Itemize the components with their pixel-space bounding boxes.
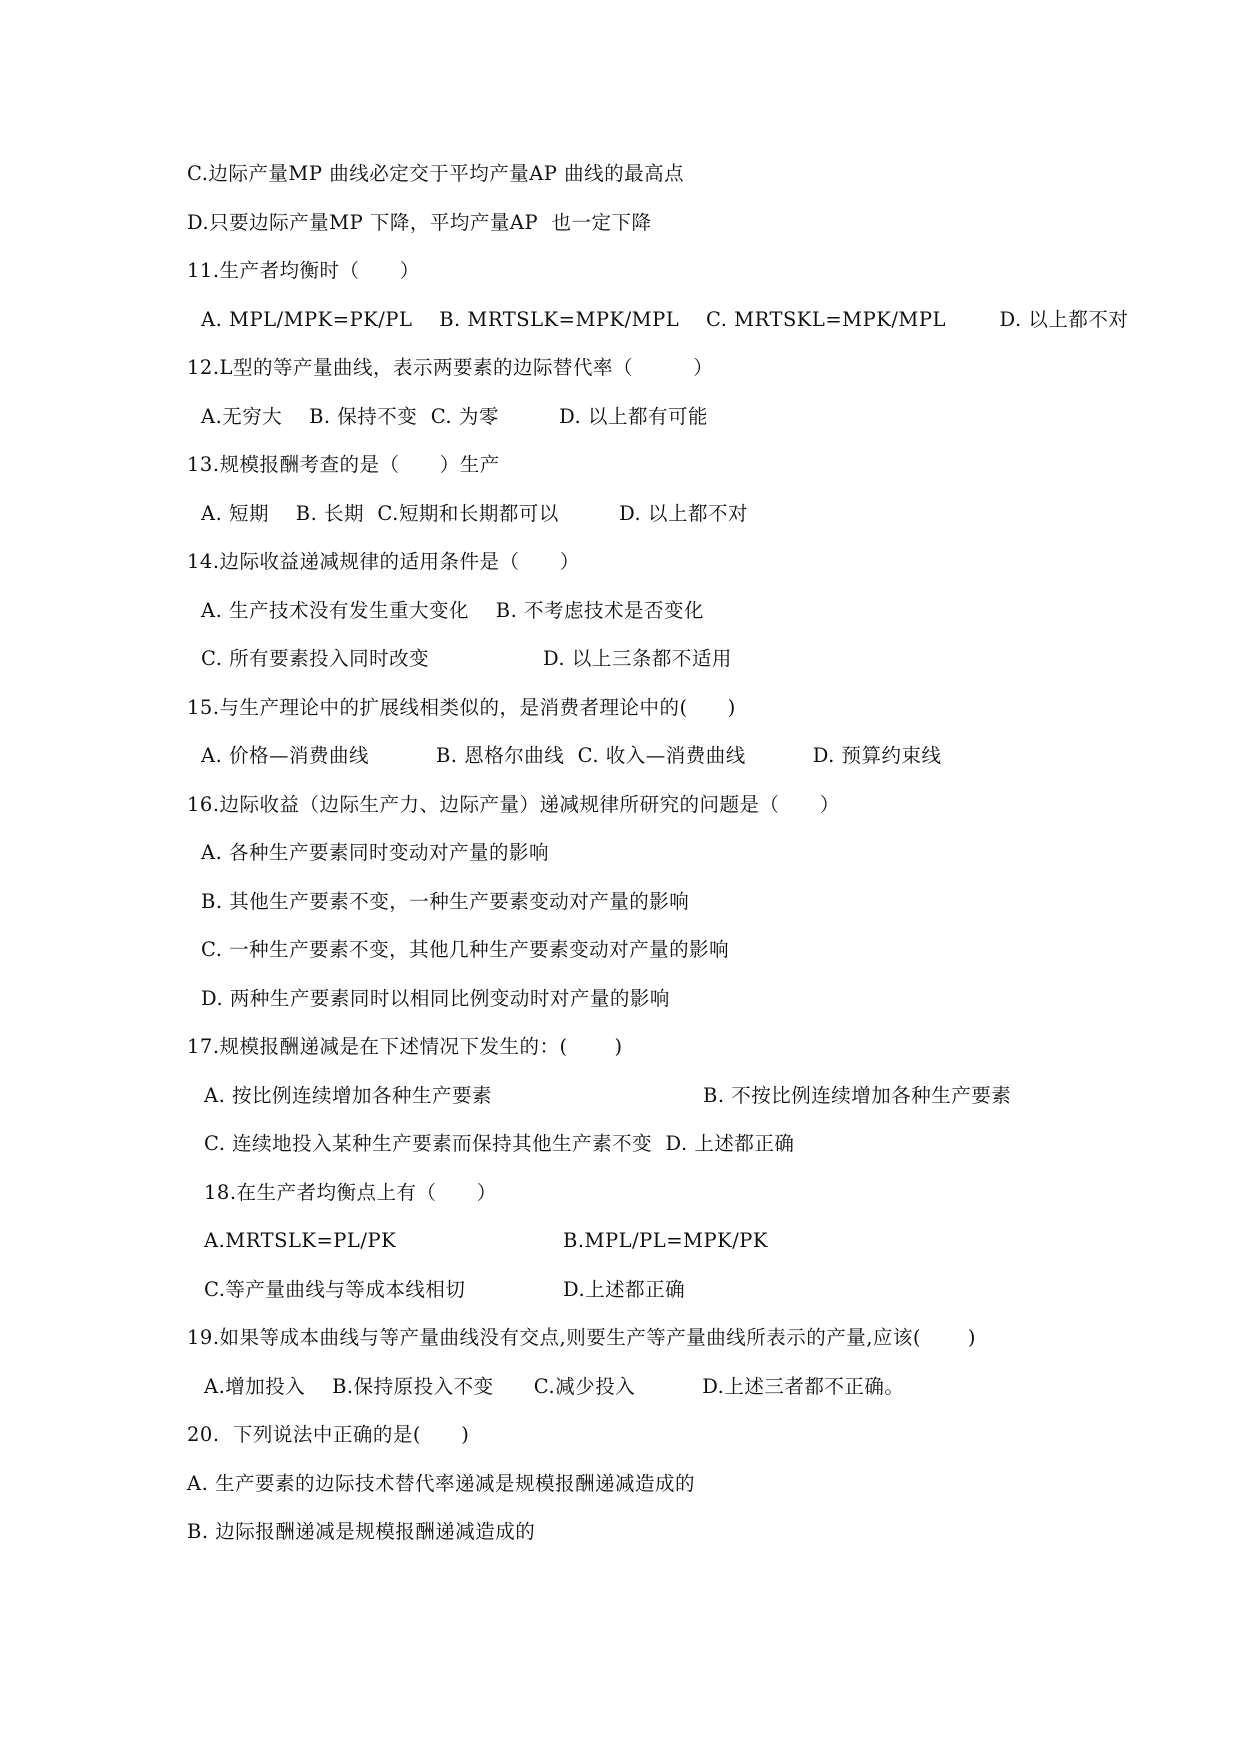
question-16-option-a: A. 各种生产要素同时变动对产量的影响 xyxy=(201,841,549,864)
question-11-options: A. MPL/MPK=PK/PL B. MRTSLK=MPK/MPL C. MRTSKL=MPK/MPL D. 以上都不对 xyxy=(201,308,1129,331)
question-12-options: A.无穷大 B. 保持不变 C. 为零 D. 以上都有可能 xyxy=(201,405,708,428)
question-17-option-b: B. 不按比例连续增加各种生产要素 xyxy=(703,1084,1012,1107)
question-18-option-c: C.等产量曲线与等成本线相切 xyxy=(204,1278,466,1301)
question-19-options: A.增加投入 B.保持原投入不变 C.减少投入 D.上述三者都不正确。 xyxy=(204,1375,905,1398)
question-17-option-a: A. 按比例连续增加各种生产要素 xyxy=(204,1084,492,1107)
question-14-options-ab: A. 生产技术没有发生重大变化 B. 不考虑技术是否变化 xyxy=(201,599,705,622)
question-18: 18.在生产者均衡点上有（ ） xyxy=(204,1181,497,1204)
question-11: 11.生产者均衡时（ ） xyxy=(187,259,420,282)
question-20-option-a: A. 生产要素的边际技术替代率递减是规模报酬递减造成的 xyxy=(187,1472,695,1495)
question-19: 19.如果等成本曲线与等产量曲线没有交点,则要生产等产量曲线所表示的产量,应该( ) xyxy=(187,1326,977,1349)
question-18-option-a: A.MRTSLK=PL/PK xyxy=(204,1229,397,1252)
question-12: 12.L型的等产量曲线，表示两要素的边际替代率（ ） xyxy=(187,356,714,379)
question-16-option-b: B. 其他生产要素不变，一种生产要素变动对产量的影响 xyxy=(201,890,690,913)
question-14-options-cd: C. 所有要素投入同时改变 D. 以上三条都不适用 xyxy=(201,647,732,670)
question-20: 20. 下列说法中正确的是( ) xyxy=(187,1423,470,1446)
question-18-option-b: B.MPL/PL=MPK/PK xyxy=(563,1229,768,1252)
question-16: 16.边际收益（边际生产力、边际产量）递减规律所研究的问题是（ ） xyxy=(187,793,840,816)
option-d-line: D.只要边际产量MP 下降，平均产量AP 也一定下降 xyxy=(187,211,652,234)
question-13: 13.规模报酬考查的是（ ）生产 xyxy=(187,453,500,476)
question-17: 17.规模报酬递减是在下述情况下发生的：( ) xyxy=(187,1035,623,1058)
question-14: 14.边际收益递减规律的适用条件是（ ） xyxy=(187,550,580,573)
question-13-options: A. 短期 B. 长期 C.短期和长期都可以 D. 以上都不对 xyxy=(201,502,748,525)
option-c-line: C.边际产量MP 曲线必定交于平均产量AP 曲线的最高点 xyxy=(187,162,685,185)
question-16-option-c: C. 一种生产要素不变，其他几种生产要素变动对产量的影响 xyxy=(201,938,730,961)
question-18-option-d: D.上述都正确 xyxy=(563,1278,686,1301)
question-20-option-b: B. 边际报酬递减是规模报酬递减造成的 xyxy=(187,1520,536,1543)
question-16-option-d: D. 两种生产要素同时以相同比例变动时对产量的影响 xyxy=(201,987,670,1010)
question-17-options-cd: C. 连续地投入某种生产要素而保持其他生产素不变 D. 上述都正确 xyxy=(204,1132,795,1155)
question-15: 15.与生产理论中的扩展线相类似的，是消费者理论中的( ) xyxy=(187,696,736,719)
question-15-options: A. 价格—消费曲线 B. 恩格尔曲线 C. 收入—消费曲线 D. 预算约束线 xyxy=(201,744,942,767)
